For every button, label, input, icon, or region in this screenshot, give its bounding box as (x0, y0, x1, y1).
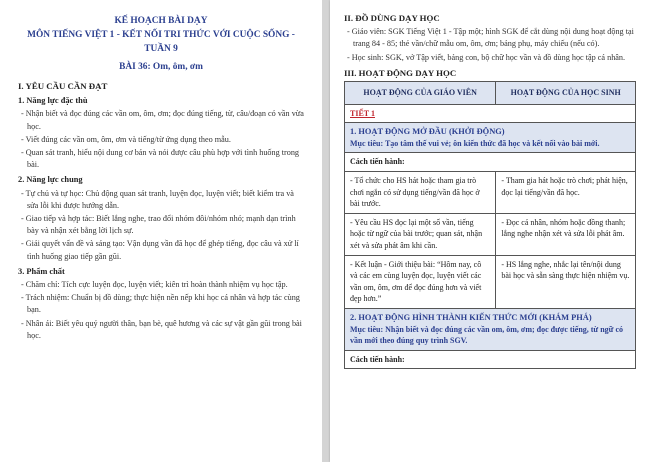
list-item: - Học sinh: SGK, vở Tập viết, bảng con, bộ chữ học vần và đồ dùng học tập cá nhân. (347, 52, 626, 62)
left-content (0, 80, 322, 342)
table-header-row (345, 82, 636, 105)
table-row (345, 350, 636, 369)
list-item: - Quan sát tranh, hiểu nội dung cơ bản và nói được câu phù hợp với tình huống trong bài. (21, 148, 300, 170)
list-item: - Nhân ái: Biết yêu quý người thân, bạn bè, quê hương và các sự vật gần gũi trong bài học. (21, 318, 302, 340)
teacher-cell: - Yêu cầu HS đọc lại một số vần, tiếng hoặc từ ngữ của bài trước; quan sát, nhận xét và sửa phát âm khi cần. (345, 213, 496, 255)
period-label: TIẾT 1 (350, 108, 375, 118)
student-cell: - Tham gia hát hoặc trò chơi; phát hiện, đọc lại tiếng/vần đã học. (496, 171, 636, 213)
table-row (345, 255, 636, 308)
list-item: - Tự chủ và tự học: Chủ động quan sát tranh, luyện đọc, luyện viết; biết kiểm tra và sửa lỗi khi được hướng dẫn. (21, 188, 294, 210)
list-item: - Giải quyết vấn đề và sáng tạo: Vận dụng vần đã học để ghép tiếng, đọc câu và xử lí tình huống giao tiếp gần gũi. (21, 239, 299, 261)
period-cell (345, 104, 636, 123)
left-page (0, 0, 322, 462)
table-row (345, 153, 636, 172)
activity-title: 2. HOẠT ĐỘNG HÌNH THÀNH KIẾN THỨC MỚI (KHÁM PHÁ) (350, 312, 592, 322)
activity-goal: Mục tiêu: Nhận biết và đọc đúng các vần om, ôm, ơm; đọc được tiếng, từ ngữ có vần mới theo đúng quy trình SGV. (350, 324, 624, 346)
list-item: - Giao tiếp và hợp tác: Biết lắng nghe, trao đổi nhóm đôi/nhóm nhỏ; mạnh dạn trình bày và nhận xét bằng lời lịch sự. (21, 214, 296, 236)
table-row (345, 123, 636, 153)
right-content (330, 0, 650, 369)
page-gap (322, 0, 330, 462)
subheading-general-competence: 2. Năng lực chung (18, 175, 83, 185)
teacher-cell: - Kết luận - Giới thiệu bài: “Hôm nay, cô và các em cùng luyện đọc, luyện viết các vần om, ôm, ơm để đọc đúng hơn và viết đẹp hơn.” (345, 255, 496, 308)
list-item: - Trách nhiệm: Chuẩn bị đồ dùng; thực hiện nền nếp khi học cá nhân và hợp tác cùng bạn. (21, 293, 300, 315)
activity-title: 1. HOẠT ĐỘNG MỞ ĐẦU (KHỞI ĐỘNG) (350, 127, 505, 137)
activities-table (344, 81, 636, 369)
table-row (345, 308, 636, 350)
activity-goal: Mục tiêu: Tạo tâm thế vui vẻ; ôn kiến thức đã học và kết nối vào bài mới. (350, 138, 600, 148)
list-item: - Chăm chỉ: Tích cực luyện đọc, luyện viết; kiên trì hoàn thành nhiệm vụ học tập. (21, 280, 288, 290)
list-item: - Giáo viên: SGK Tiếng Việt 1 - Tập một; hình SGK để cắt dùng nội dung hoạt động tại trang 84 - 85; thẻ vần/chữ mẫu om, ôm, ơm; bảng phụ, máy chiếu (nếu có). (347, 27, 634, 49)
procedure-label: Cách tiến hành: (345, 350, 636, 369)
procedure-label: Cách tiến hành: (345, 153, 636, 172)
section-heading-materials: II. ĐỒ DÙNG DẠY HỌC (344, 13, 440, 23)
section-heading-requirements: I. YÊU CẦU CẦN ĐẠT (18, 81, 108, 91)
student-cell: - Đọc cá nhân, nhóm hoặc đồng thanh; lắng nghe nhận xét và sửa lỗi phát âm. (496, 213, 636, 255)
student-cell: - HS lắng nghe, nhắc lại tên/nội dung bài học và sẵn sàng thực hiện nhiệm vụ. (496, 255, 636, 308)
lesson-title: BÀI 36: Om, ôm, ơm (119, 62, 203, 72)
table-row (345, 213, 636, 255)
activity-heading-cell (345, 123, 636, 153)
subheading-specific-competence: 1. Năng lực đặc thù (18, 96, 88, 106)
plan-title: KẾ HOẠCH BÀI DẠY (114, 16, 208, 26)
list-item: - Nhận biết và đọc đúng các vần om, ôm, ơm; đọc đúng tiếng, từ, câu/đoạn có vần vừa học. (21, 109, 304, 131)
activity-heading-cell (345, 308, 636, 350)
column-header-teacher: HOẠT ĐỘNG CỦA GIÁO VIÊN (345, 82, 496, 105)
table-row (345, 171, 636, 213)
right-page (330, 0, 650, 462)
teacher-cell: - Tổ chức cho HS hát hoặc tham gia trò chơi ngắn có sử dụng tiếng/vần đã học ở bài trước. (345, 171, 496, 213)
list-item: - Viết đúng các vần om, ôm, ơm và tiếng/từ ứng dụng theo mẫu. (21, 134, 231, 144)
section-heading-activities: III. HOẠT ĐỘNG DẠY HỌC (344, 67, 457, 78)
subheading-qualities: 3. Phẩm chất (18, 266, 65, 276)
subject-title: MÔN TIẾNG VIỆT 1 - KẾT NỐI TRI THỨC VỚI CUỘC SỐNG - TUẦN 9 (27, 30, 295, 54)
column-header-student: HOẠT ĐỘNG CỦA HỌC SINH (496, 82, 636, 105)
table-row (345, 104, 636, 123)
